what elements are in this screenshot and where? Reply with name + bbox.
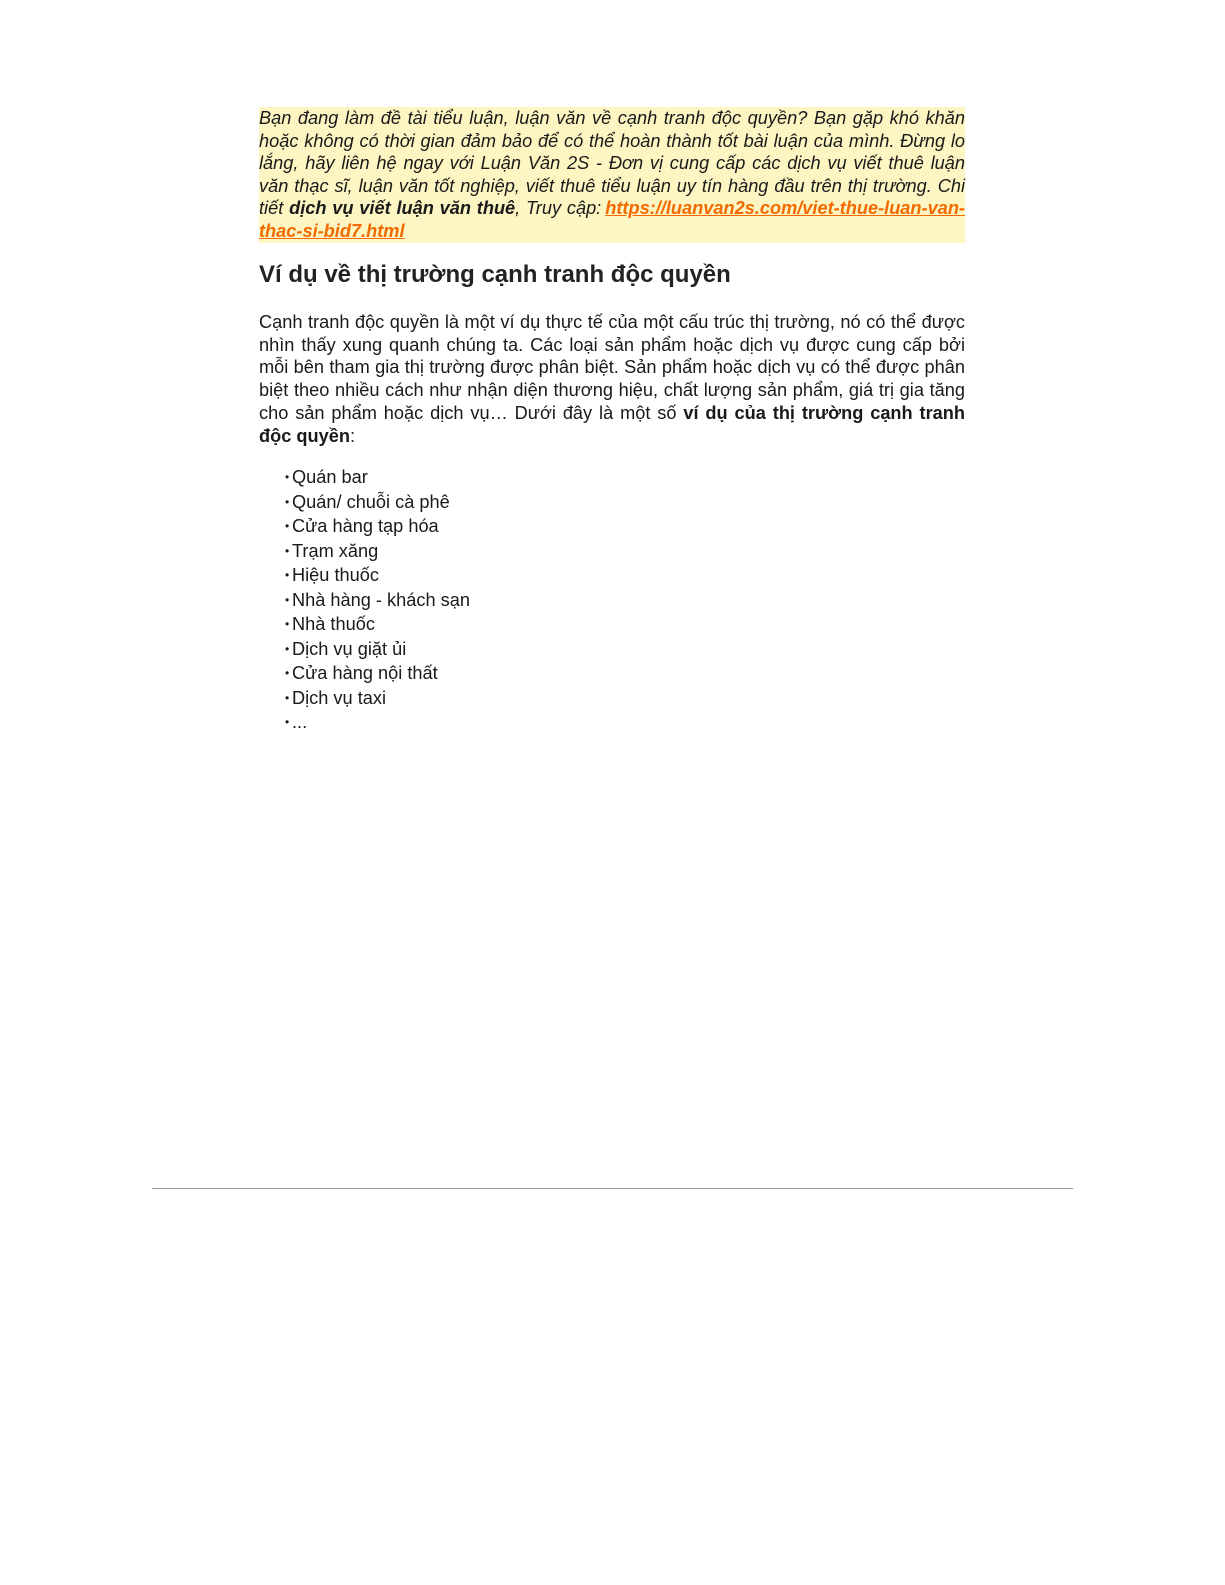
service-link[interactable]: https://luanvan2s.com/viet-thue-luan-van-thac-si-bid7.html [259, 198, 965, 241]
list-item [285, 638, 470, 663]
bullet-icon: • [285, 690, 290, 705]
promo-intro-text: Bạn đang làm đề tài tiểu luận, luận văn về cạnh tranh độc quyền? Bạn gặp khó khăn hoặc không có thời gian đảm bảo để có thể hoàn thành tốt bài luận của mình. Đừng lo lắng, hãy liên hệ ngay với Luận Văn 2S - Đơn vị cung cấp các dịch vụ viết thuê luận văn thạc sĩ, luận văn tốt nghiệp, viết thuê tiểu luận uy tín hàng đầu trên thị trường. Chi tiết [259, 108, 965, 219]
list-item-text: ... [292, 712, 308, 732]
bullet-icon: • [285, 641, 290, 656]
bullet-icon: • [285, 592, 290, 607]
bullet-icon: • [285, 715, 290, 729]
page-divider [152, 1188, 1073, 1189]
list-item [285, 711, 470, 736]
list-item-text: Cửa hàng tạp hóa [292, 516, 439, 536]
list-item [285, 491, 470, 516]
bullet-icon: • [285, 494, 290, 509]
list-item [285, 515, 470, 540]
bullet-icon: • [285, 543, 290, 558]
bullet-icon: • [285, 470, 290, 484]
list-item-text: Dịch vụ taxi [292, 687, 387, 708]
body-paragraph [259, 311, 965, 447]
list-item [285, 466, 470, 491]
paragraph-text: Cạnh tranh độc quyền là một ví dụ thực tế của một cấu trúc thị trường, nó có thể được nhìn thấy xung quanh chúng ta. Các loại sản phẩm hoặc dịch vụ được cung cấp bởi mỗi bên tham gia thị trường được phân biệt. Sản phẩm hoặc dịch vụ có thể được phân biệt theo nhiều cách như nhận diện thương hiệu, chất lượng sản phẩm, giá trị gia tăng cho sản phẩm hoặc dịch vụ… Dưới đây là một số [259, 312, 965, 423]
list-item [285, 564, 470, 589]
list-item [285, 687, 470, 712]
list-item-text: Trạm xăng [292, 540, 379, 561]
section-heading: Ví dụ về thị trường cạnh tranh độc quyền [259, 261, 731, 288]
promo-access-text: , Truy cập: [515, 198, 602, 219]
list-item-text: Quán bar [292, 467, 368, 487]
list-item [285, 540, 470, 565]
bullet-icon: • [285, 666, 290, 680]
paragraph-end: : [349, 425, 356, 446]
list-item-text: Cửa hàng nội thất [292, 663, 438, 683]
service-name: dịch vụ viết luận văn thuê [289, 198, 516, 219]
bullet-icon: • [285, 617, 290, 631]
list-item [285, 662, 470, 687]
list-item-text: Dịch vụ giặt ủi [292, 638, 407, 659]
examples-list [285, 466, 470, 736]
list-item-text: Nhà thuốc [292, 614, 375, 634]
bullet-icon: • [285, 568, 290, 582]
list-item [285, 589, 470, 614]
paragraph-bold-phrase: ví dụ của thị trường cạnh tranh độc quyền [259, 402, 966, 446]
bullet-icon: • [285, 519, 290, 533]
list-item-text: Hiệu thuốc [292, 565, 379, 585]
list-item-text: Nhà hàng - khách sạn [292, 589, 470, 610]
list-item [285, 613, 470, 638]
list-item-text: Quán/ chuỗi cà phê [292, 491, 450, 512]
promo-callout [259, 107, 965, 243]
